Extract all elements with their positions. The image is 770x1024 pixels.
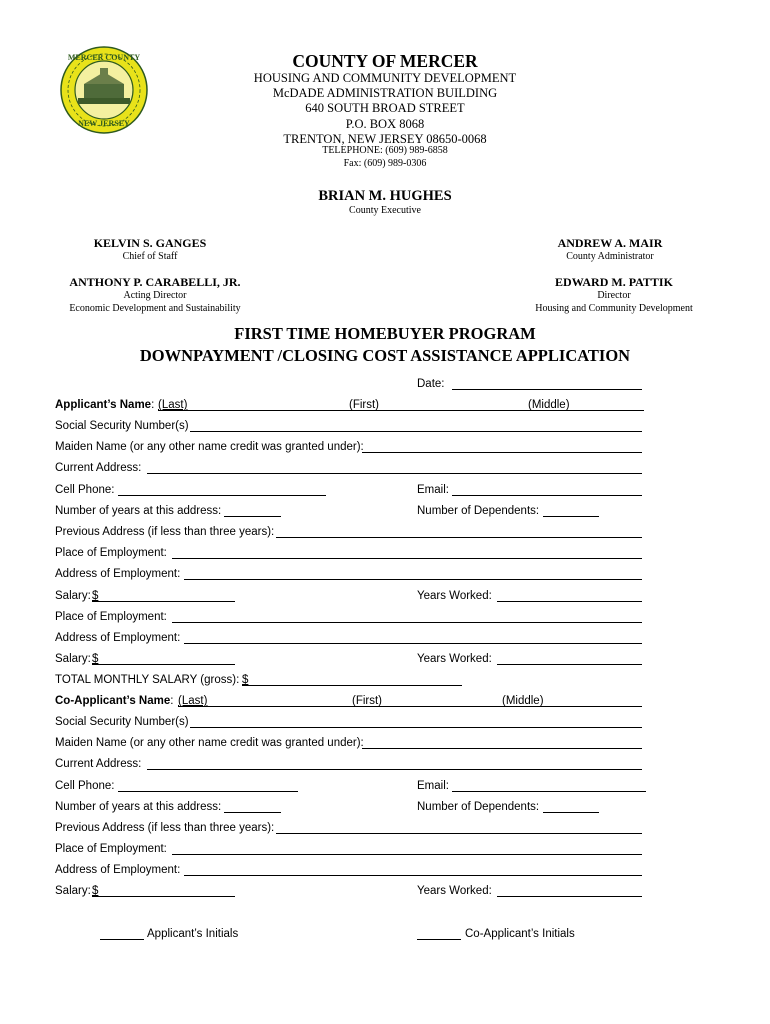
total-monthly-salary-label: TOTAL MONTHLY SALARY (gross): <box>55 674 240 686</box>
applicant-initials-field[interactable] <box>100 939 144 940</box>
applicant-employment-address-2-label: Address of Employment: <box>55 632 181 644</box>
co-applicant-dependents-label: Number of Dependents: <box>417 801 540 813</box>
co-applicant-initials-label: Co-Applicant’s Initials <box>465 928 575 940</box>
executive-title: County Executive <box>349 205 421 216</box>
official-chief-of-staff <box>60 236 240 264</box>
applicant-years-worked-1-field[interactable] <box>497 601 642 602</box>
official-title: County Administrator <box>566 251 654 262</box>
address-line: McDADE ADMINISTRATION BUILDING <box>272 86 498 101</box>
co-applicant-last-label: (Last) <box>178 695 208 707</box>
address-line: TRENTON, NEW JERSEY 08650-0068 <box>283 131 487 146</box>
co-applicant-years-address-field[interactable] <box>224 812 281 813</box>
applicant-employment-1-field[interactable] <box>172 558 642 559</box>
co-applicant-current-address-field[interactable] <box>147 769 642 770</box>
date-field[interactable] <box>452 389 642 390</box>
applicant-current-address-field[interactable] <box>147 473 642 474</box>
applicant-employment-address-1-label: Address of Employment: <box>55 568 181 580</box>
official-name: KELVIN S. GANGES <box>93 236 207 250</box>
applicant-name-label: Applicant’s Name: <box>55 399 155 411</box>
official-acting-director <box>40 275 270 315</box>
co-applicant-salary-label: Salary: <box>55 885 91 897</box>
official-title: Housing and Community Development <box>535 302 693 314</box>
address-line: P.O. BOX 8068 <box>345 116 425 131</box>
program-title: FIRST TIME HOMEBUYER PROGRAM <box>234 324 536 343</box>
co-applicant-salary-field[interactable] <box>92 896 235 897</box>
applicant-employment-address-1-field[interactable] <box>184 579 642 580</box>
application-title: DOWNPAYMENT /CLOSING COST ASSISTANCE APPLICATION <box>139 346 631 365</box>
co-applicant-name-label: Co-Applicant’s Name: <box>55 695 174 707</box>
co-applicant-current-address-label: Current Address: <box>55 758 142 770</box>
co-applicant-cell-phone-label: Cell Phone: <box>55 780 115 792</box>
applicant-years-worked-2-label: Years Worked: <box>417 653 492 665</box>
official-title: Director <box>597 290 631 301</box>
co-applicant-years-worked-field[interactable] <box>497 896 642 897</box>
applicant-name-field[interactable] <box>158 410 644 411</box>
official-name: EDWARD M. PATTIK <box>555 275 673 289</box>
applicant-initials-label: Applicant’s Initials <box>147 928 239 940</box>
svg-text:NEW JERSEY: NEW JERSEY <box>78 119 130 128</box>
applicant-years-worked-1-label: Years Worked: <box>417 590 492 602</box>
dollar-sign: $ <box>92 885 99 897</box>
applicant-last-label: (Last) <box>158 399 188 411</box>
applicant-employment-2-field[interactable] <box>172 622 642 623</box>
county-title: COUNTY OF MERCER <box>292 51 478 71</box>
applicant-first-label: (First) <box>349 399 380 411</box>
co-applicant-ssn-label: Social Security Number(s) <box>55 716 189 728</box>
department-address <box>0 71 770 147</box>
co-applicant-first-label: (First) <box>352 695 383 707</box>
applicant-cell-phone-field[interactable] <box>118 495 326 496</box>
applicant-ssn-field[interactable] <box>190 431 642 432</box>
co-applicant-employment-address-field[interactable] <box>184 875 642 876</box>
co-applicant-previous-address-label: Previous Address (if less than three years): <box>55 822 275 834</box>
svg-text:MERCER COUNTY: MERCER COUNTY <box>67 53 141 62</box>
co-applicant-maiden-label: Maiden Name (or any other name credit was granted under): <box>55 737 364 749</box>
official-title: Acting Director <box>123 290 187 301</box>
official-title: Chief of Staff <box>122 251 178 262</box>
applicant-years-worked-2-field[interactable] <box>497 664 642 665</box>
applicant-ssn-label: Social Security Number(s) <box>55 420 189 432</box>
co-applicant-dependents-field[interactable] <box>543 812 599 813</box>
applicant-previous-address-label: Previous Address (if less than three years): <box>55 526 275 538</box>
co-applicant-name-field[interactable] <box>178 706 642 707</box>
co-applicant-years-address-label: Number of years at this address: <box>55 801 222 813</box>
official-name: ANTHONY P. CARABELLI, JR. <box>69 275 241 289</box>
co-applicant-initials-field[interactable] <box>417 939 461 940</box>
dollar-sign: $ <box>92 590 99 602</box>
applicant-maiden-field[interactable] <box>362 452 642 453</box>
applicant-email-field[interactable] <box>452 495 642 496</box>
applicant-email-label: Email: <box>417 484 449 496</box>
co-applicant-middle-label: (Middle) <box>502 695 544 707</box>
dollar-sign: $ <box>92 653 99 665</box>
applicant-employment-2-label: Place of Employment: <box>55 611 167 623</box>
applicant-dependents-label: Number of Dependents: <box>417 505 540 517</box>
applicant-employment-address-2-field[interactable] <box>184 643 642 644</box>
applicant-employment-1-label: Place of Employment: <box>55 547 167 559</box>
co-applicant-years-worked-label: Years Worked: <box>417 885 492 897</box>
co-applicant-email-label: Email: <box>417 780 449 792</box>
applicant-cell-phone-label: Cell Phone: <box>55 484 115 496</box>
address-line: HOUSING AND COMMUNITY DEVELOPMENT <box>253 71 517 85</box>
applicant-salary-1-label: Salary: <box>55 590 91 602</box>
co-applicant-maiden-field[interactable] <box>362 748 642 749</box>
applicant-years-address-label: Number of years at this address: <box>55 505 222 517</box>
co-applicant-employment-address-label: Address of Employment: <box>55 864 181 876</box>
co-applicant-ssn-field[interactable] <box>190 727 642 728</box>
applicant-salary-2-field[interactable] <box>92 664 235 665</box>
applicant-salary-2-label: Salary: <box>55 653 91 665</box>
co-applicant-cell-phone-field[interactable] <box>118 791 298 792</box>
applicant-middle-label: (Middle) <box>528 399 570 411</box>
date-label: Date: <box>417 378 445 390</box>
applicant-dependents-field[interactable] <box>543 516 599 517</box>
executive-name: BRIAN M. HUGHES <box>318 188 452 204</box>
applicant-current-address-label: Current Address: <box>55 462 142 474</box>
co-applicant-email-field[interactable] <box>452 791 646 792</box>
official-title: Economic Development and Sustainability <box>69 302 241 314</box>
fax: Fax: (609) 989-0306 <box>343 157 427 169</box>
official-director <box>500 275 728 315</box>
applicant-previous-address-field[interactable] <box>276 537 642 538</box>
telephone: TELEPHONE: (609) 989-6858 <box>322 145 448 156</box>
address-line: 640 SOUTH BROAD STREET <box>305 101 465 116</box>
dollar-sign: $ <box>242 674 249 686</box>
total-monthly-salary-field[interactable] <box>242 685 462 686</box>
applicant-maiden-label: Maiden Name (or any other name credit was granted under): <box>55 441 364 453</box>
co-applicant-previous-address-field[interactable] <box>276 833 642 834</box>
official-county-administrator <box>510 236 710 264</box>
official-name: ANDREW A. MAIR <box>557 236 663 250</box>
applicant-years-address-field[interactable] <box>224 516 281 517</box>
contact-numbers <box>0 145 770 170</box>
co-applicant-employment-field[interactable] <box>172 854 642 855</box>
applicant-salary-1-field[interactable] <box>92 601 235 602</box>
co-applicant-employment-label: Place of Employment: <box>55 843 167 855</box>
